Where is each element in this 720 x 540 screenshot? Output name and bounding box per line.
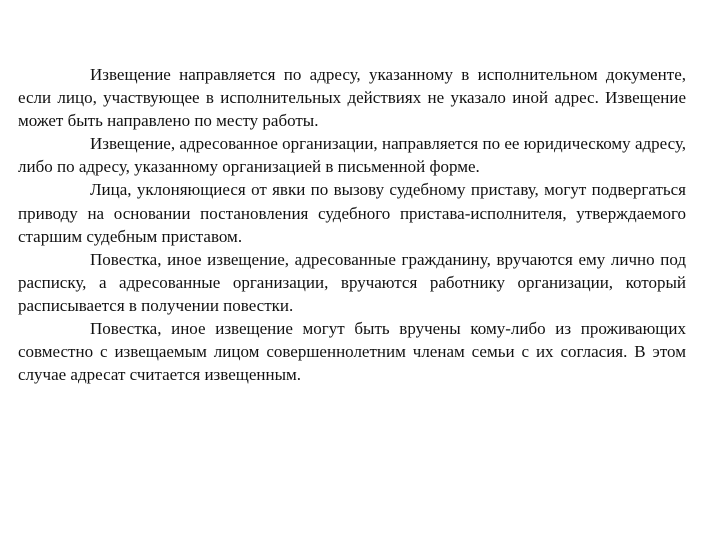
paragraph-compulsory-appearance: Лица, уклоняющиеся от явки по вызову судебному приставу, могут подвергаться приводу на основании постановления судебного пристава-исполнителя, утверждаемого старшим судебным приставом. (18, 180, 686, 246)
document-body (18, 63, 686, 386)
paragraph-delivery-receipt: Повестка, иное извещение, адресованные гражданину, вручаются ему лично под расписку, а адресованные организации, вручаются работнику организации, который расписывается в получении повестки. (18, 249, 686, 315)
paragraph-family-delivery: Повестка, иное извещение могут быть вручены кому-либо из проживающих совместно с извещаемым лицом совершеннолетним членам семьи с их согласия. В этом случае адресат считается извещенным. (18, 319, 686, 385)
paragraph-notice-address: Извещение направляется по адресу, указанному в исполнительном документе, если лицо, участвующее в исполнительных действиях не указало иной адрес. Извещение может быть направлено по месту работы. (18, 65, 686, 131)
paragraph-notice-organization: Извещение, адресованное организации, направляется по ее юридическому адресу, либо по адресу, указанному организацией в письменной форме. (18, 134, 686, 177)
